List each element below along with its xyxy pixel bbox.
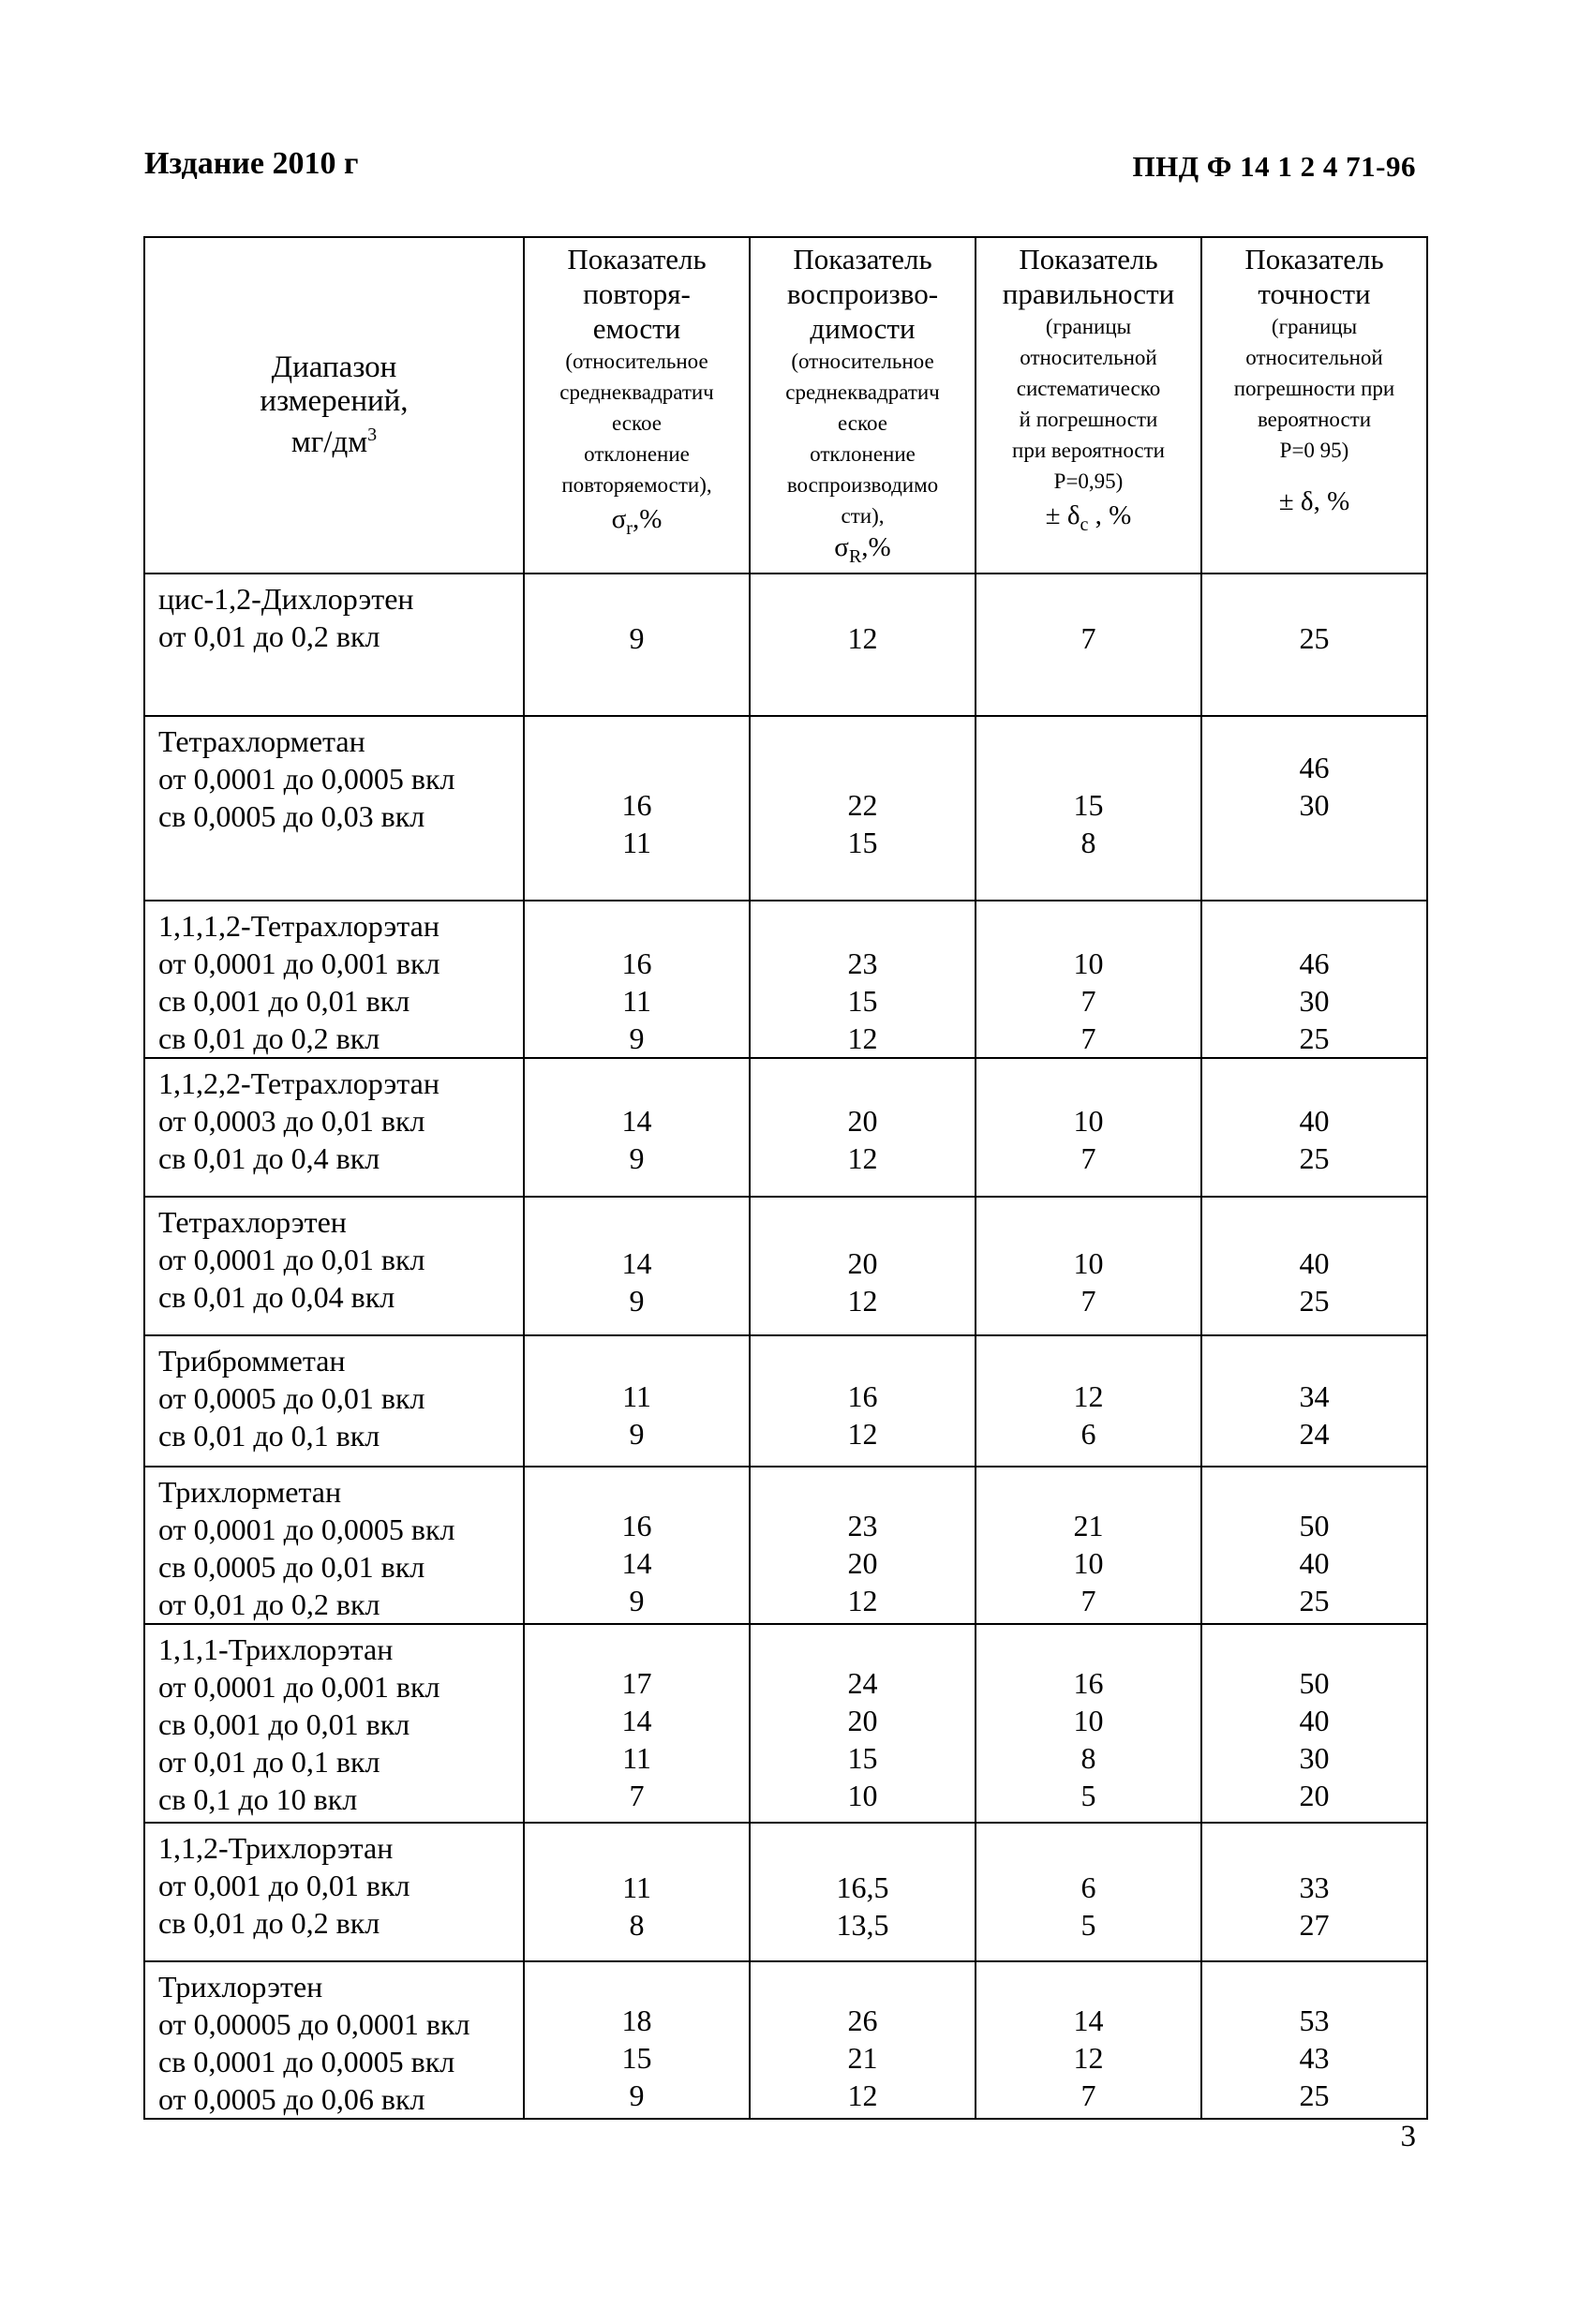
reproducibility-value: 16,5 xyxy=(836,1870,889,1904)
reproducibility-cell xyxy=(750,1467,976,1624)
edition-label: Издание 2010 г xyxy=(144,146,359,181)
repeatability-cell xyxy=(524,1335,750,1467)
reproducibility-value: 15 xyxy=(847,1740,878,1775)
header-desc: отклонение xyxy=(810,442,916,466)
range-text: св 0,0001 до 0,0005 вкл xyxy=(158,2044,455,2078)
header-desc: еское xyxy=(838,411,887,435)
substance-name: 1,1,2-Трихлорэтан xyxy=(158,1830,394,1865)
reproducibility-value: 16 xyxy=(847,1378,878,1413)
range-text: св 0,1 до 10 вкл xyxy=(158,1781,358,1816)
spacer xyxy=(751,1340,975,1378)
reproducibility-cell xyxy=(750,1058,976,1197)
accuracy-value: 25 xyxy=(1299,1140,1330,1175)
substance-cell xyxy=(144,574,524,716)
repeatability-cell xyxy=(524,901,750,1058)
correctness-value: 7 xyxy=(1080,1283,1096,1318)
accuracy-value: 40 xyxy=(1299,1703,1330,1737)
correctness-value: 7 xyxy=(1080,1583,1096,1617)
spacer xyxy=(525,1340,749,1378)
header-symbol: ± δ, % xyxy=(1278,486,1350,516)
spacer xyxy=(976,1469,1200,1507)
accuracy-value: 40 xyxy=(1299,1245,1330,1280)
substance-cell xyxy=(144,1823,524,1961)
substance-name: Тетрахлорэтен xyxy=(158,1204,347,1239)
header-symbol: ± $\delta_c$ , % xyxy=(1045,500,1132,535)
accuracy-value: 50 xyxy=(1299,1508,1330,1542)
spacer xyxy=(976,1340,1200,1378)
correctness-cell xyxy=(976,1624,1201,1823)
repeatability-value: 17 xyxy=(621,1665,652,1700)
range-text: от 0,01 до 0,1 вкл xyxy=(158,1744,380,1779)
spacer xyxy=(525,1469,749,1507)
substance-cell xyxy=(144,716,524,901)
range-text: св 0,01 до 0,04 вкл xyxy=(158,1279,395,1314)
accuracy-value: 46 xyxy=(1299,750,1330,784)
accuracy-value: 34 xyxy=(1299,1378,1330,1413)
header-accuracy xyxy=(1201,237,1427,574)
range-text: от 0,01 до 0,2 вкл xyxy=(158,618,380,653)
spacer xyxy=(751,1831,975,1869)
correctness-cell xyxy=(976,1467,1201,1624)
substance-name: Трибромметан xyxy=(158,1343,346,1378)
accuracy-value: 20 xyxy=(1299,1778,1330,1812)
header-desc: погрешности при xyxy=(1233,377,1395,400)
repeatability-value: 16 xyxy=(621,946,652,980)
spacer xyxy=(751,1065,975,1102)
header-range-line2: измерений, xyxy=(260,384,409,419)
header-desc: относительной xyxy=(1020,346,1157,369)
repeatability-value: 18 xyxy=(621,2003,652,2037)
range-text: св 0,01 до 0,1 вкл xyxy=(158,1418,380,1452)
correctness-value: 10 xyxy=(1073,1245,1104,1280)
reproducibility-cell xyxy=(750,716,976,901)
correctness-cell xyxy=(976,1058,1201,1197)
header-repeatability xyxy=(524,237,750,574)
repeatability-value: 16 xyxy=(621,787,652,822)
reproducibility-value: 20 xyxy=(847,1545,878,1580)
spacer xyxy=(976,907,1200,945)
repeatability-value: 11 xyxy=(622,983,651,1018)
repeatability-value: 15 xyxy=(621,2040,652,2075)
header-title: повторя- xyxy=(583,277,691,310)
spacer xyxy=(525,1964,749,2002)
header-desc: вероятности xyxy=(1257,408,1372,431)
header-desc: систематическо xyxy=(1016,377,1161,400)
reproducibility-value: 24 xyxy=(847,1665,878,1700)
spacer xyxy=(976,749,1200,786)
repeatability-cell xyxy=(524,1961,750,2119)
spacer xyxy=(976,582,1200,619)
range-text: от 0,0001 до 0,001 вкл xyxy=(158,1669,440,1704)
table-row xyxy=(144,901,1427,1058)
substance-cell xyxy=(144,1624,524,1823)
repeatability-cell xyxy=(524,1467,750,1624)
accuracy-value: 25 xyxy=(1299,1020,1330,1055)
range-text: от 0,001 до 0,01 вкл xyxy=(158,1868,410,1902)
reproducibility-value: 21 xyxy=(847,2040,878,2075)
correctness-value: 8 xyxy=(1080,825,1096,859)
accuracy-value: 25 xyxy=(1299,1583,1330,1617)
accuracy-cell xyxy=(1201,1197,1427,1335)
table-row xyxy=(144,1058,1427,1197)
reproducibility-value: 20 xyxy=(847,1245,878,1280)
correctness-value: 6 xyxy=(1080,1416,1096,1451)
range-text: от 0,0003 до 0,01 вкл xyxy=(158,1103,425,1138)
repeatability-value: 16 xyxy=(621,1508,652,1542)
header-range-line1: Диапазон xyxy=(271,350,397,385)
header-symbol: $\sigma_r,\%$ xyxy=(611,504,663,539)
correctness-value: 12 xyxy=(1073,2040,1104,2075)
accuracy-cell xyxy=(1201,901,1427,1058)
spacer xyxy=(1202,1964,1426,2002)
correctness-cell xyxy=(976,1961,1201,2119)
header-desc: повторяемости), xyxy=(561,473,712,497)
range-text: св 0,01 до 0,2 вкл xyxy=(158,1020,380,1055)
range-text: св 0,01 до 0,4 вкл xyxy=(158,1140,380,1175)
correctness-value: 10 xyxy=(1073,946,1104,980)
correctness-value: 10 xyxy=(1073,1703,1104,1737)
reproducibility-value: 12 xyxy=(847,620,878,655)
reproducibility-cell xyxy=(750,1961,976,2119)
reproducibility-value: 23 xyxy=(847,946,878,980)
header-correctness xyxy=(976,237,1201,574)
accuracy-cell xyxy=(1201,574,1427,716)
document-code: ПНД Ф 14 1 2 4 71-96 xyxy=(1132,150,1416,183)
header-title: димости xyxy=(810,312,916,345)
correctness-value: 7 xyxy=(1080,620,1096,655)
reproducibility-value: 12 xyxy=(847,1283,878,1318)
correctness-value: 8 xyxy=(1080,1740,1096,1775)
repeatability-value: 7 xyxy=(629,1778,645,1812)
range-text: св 0,0005 до 0,01 вкл xyxy=(158,1549,425,1584)
header-range xyxy=(144,237,524,574)
correctness-value: 7 xyxy=(1080,1020,1096,1055)
repeatability-value: 9 xyxy=(629,620,645,655)
spacer xyxy=(976,1207,1200,1244)
header-desc: й погрешности xyxy=(1019,408,1158,431)
header-range-unit-exp: 3 xyxy=(367,425,378,446)
range-text: от 0,00005 до 0,0001 вкл xyxy=(158,2006,470,2041)
accuracy-cell xyxy=(1201,1624,1427,1823)
range-text: св 0,001 до 0,01 вкл xyxy=(158,1706,410,1741)
accuracy-value: 25 xyxy=(1299,620,1330,655)
accuracy-value: 27 xyxy=(1299,1907,1330,1942)
accuracy-value: 43 xyxy=(1299,2040,1330,2075)
repeatability-cell xyxy=(524,1058,750,1197)
spacer xyxy=(525,749,749,786)
header-desc: отклонение xyxy=(584,442,690,466)
accuracy-value: 25 xyxy=(1299,1283,1330,1318)
reproducibility-cell xyxy=(750,1197,976,1335)
substance-cell xyxy=(144,1058,524,1197)
reproducibility-cell xyxy=(750,1823,976,1961)
repeatability-value: 14 xyxy=(621,1103,652,1138)
reproducibility-value: 12 xyxy=(847,2078,878,2112)
accuracy-value: 30 xyxy=(1299,983,1330,1018)
accuracy-cell xyxy=(1201,716,1427,901)
range-text: от 0,0001 до 0,001 вкл xyxy=(158,946,440,980)
spacer xyxy=(525,582,749,619)
reproducibility-value: 12 xyxy=(847,1416,878,1451)
correctness-value: 5 xyxy=(1080,1778,1096,1812)
page-number: 3 xyxy=(1400,2120,1416,2153)
reproducibility-value: 15 xyxy=(847,825,878,859)
spacer xyxy=(751,1469,975,1507)
reproducibility-value: 26 xyxy=(847,2003,878,2037)
repeatability-value: 11 xyxy=(622,825,651,859)
spacer xyxy=(1202,1469,1426,1507)
accuracy-value: 24 xyxy=(1299,1416,1330,1451)
table-row xyxy=(144,1624,1427,1823)
correctness-cell xyxy=(976,574,1201,716)
repeatability-value: 9 xyxy=(629,1416,645,1451)
header-desc: среднеквадратич xyxy=(559,380,714,404)
correctness-cell xyxy=(976,716,1201,901)
repeatability-value: 9 xyxy=(629,1583,645,1617)
spacer xyxy=(751,749,975,786)
spacer xyxy=(525,1627,749,1664)
correctness-value: 7 xyxy=(1080,2078,1096,2112)
spacer xyxy=(525,1831,749,1869)
reproducibility-value: 20 xyxy=(847,1103,878,1138)
reproducibility-cell xyxy=(750,574,976,716)
reproducibility-value: 15 xyxy=(847,983,878,1018)
accuracy-cell xyxy=(1201,1058,1427,1197)
range-text: св 0,01 до 0,2 вкл xyxy=(158,1905,380,1940)
accuracy-cell xyxy=(1201,1467,1427,1624)
substance-name: Трихлорэтен xyxy=(158,1969,323,2004)
header-range-unit: мг/дм xyxy=(290,425,368,460)
repeatability-value: 14 xyxy=(621,1703,652,1737)
reproducibility-value: 13,5 xyxy=(836,1907,889,1942)
accuracy-cell xyxy=(1201,1961,1427,2119)
correctness-cell xyxy=(976,1823,1201,1961)
range-text: от 0,0001 до 0,0005 вкл xyxy=(158,1512,455,1546)
spacer xyxy=(751,582,975,619)
spacer xyxy=(1202,907,1426,945)
reproducibility-cell xyxy=(750,1335,976,1467)
reproducibility-value: 12 xyxy=(847,1583,878,1617)
substance-name: 1,1,1-Трихлорэтан xyxy=(158,1631,394,1666)
spacer xyxy=(1202,582,1426,619)
substance-name: Тетрахлорметан xyxy=(158,723,365,758)
header-desc: (относительное xyxy=(791,350,934,373)
header-desc: Р=0,95) xyxy=(1053,469,1124,493)
accuracy-value: 30 xyxy=(1299,787,1330,822)
table-row xyxy=(144,1335,1427,1467)
substance-name: 1,1,1,2-Тетрахлорэтан xyxy=(158,908,439,943)
substance-cell xyxy=(144,901,524,1058)
reproducibility-value: 10 xyxy=(847,1778,878,1812)
header-symbol: $\sigma_R,\%$ xyxy=(834,532,891,567)
table-row xyxy=(144,1197,1427,1335)
spacer xyxy=(1202,1627,1426,1664)
repeatability-value: 8 xyxy=(629,1907,645,1942)
range-text: св 0,0005 до 0,03 вкл xyxy=(158,798,425,833)
header-desc: воспроизводимо xyxy=(786,473,939,497)
header-desc: сти), xyxy=(841,504,885,528)
accuracy-value: 40 xyxy=(1299,1103,1330,1138)
header-title: Показатель xyxy=(1244,243,1384,276)
header-title: емости xyxy=(592,312,681,345)
reproducibility-cell xyxy=(750,1624,976,1823)
header-desc: (границы xyxy=(1045,315,1132,338)
repeatability-cell xyxy=(524,716,750,901)
spacer xyxy=(751,1207,975,1244)
correctness-value: 7 xyxy=(1080,983,1096,1018)
correctness-cell xyxy=(976,1335,1201,1467)
accuracy-value: 50 xyxy=(1299,1665,1330,1700)
accuracy-value: 30 xyxy=(1299,1740,1330,1775)
correctness-value: 15 xyxy=(1073,787,1104,822)
repeatability-cell xyxy=(524,1624,750,1823)
header-desc: (относительное xyxy=(565,350,708,373)
precision-table xyxy=(143,236,1428,2120)
range-text: от 0,0001 до 0,0005 вкл xyxy=(158,761,455,796)
table-row xyxy=(144,574,1427,716)
range-text: от 0,0005 до 0,01 вкл xyxy=(158,1380,425,1415)
header-desc: относительной xyxy=(1245,346,1383,369)
substance-cell xyxy=(144,1197,524,1335)
header-desc: при вероятности xyxy=(1012,439,1165,462)
correctness-value: 5 xyxy=(1080,1907,1096,1942)
repeatability-value: 14 xyxy=(621,1245,652,1280)
repeatability-value: 9 xyxy=(629,1283,645,1318)
reproducibility-value: 12 xyxy=(847,1140,878,1175)
reproducibility-cell xyxy=(750,901,976,1058)
range-text: от 0,0001 до 0,01 вкл xyxy=(158,1242,425,1276)
correctness-value: 12 xyxy=(1073,1378,1104,1413)
header-title: воспроизво- xyxy=(786,277,939,310)
substance-cell xyxy=(144,1335,524,1467)
spacer xyxy=(751,1964,975,2002)
repeatability-cell xyxy=(524,574,750,716)
reproducibility-value: 22 xyxy=(847,787,878,822)
correctness-value: 7 xyxy=(1080,1140,1096,1175)
spacer xyxy=(525,1207,749,1244)
header-desc: (границы xyxy=(1271,315,1358,338)
table-header-row xyxy=(144,237,1427,574)
spacer xyxy=(1202,1340,1426,1378)
substance-name: Трихлорметан xyxy=(158,1474,342,1509)
header-desc: еское xyxy=(612,411,662,435)
accuracy-cell xyxy=(1201,1335,1427,1467)
repeatability-value: 11 xyxy=(622,1870,651,1904)
spacer xyxy=(1202,1065,1426,1102)
correctness-value: 16 xyxy=(1073,1665,1104,1700)
spacer xyxy=(976,1627,1200,1664)
correctness-cell xyxy=(976,901,1201,1058)
reproducibility-value: 23 xyxy=(847,1508,878,1542)
header-desc: Р=0 95) xyxy=(1279,439,1349,462)
repeatability-value: 9 xyxy=(629,1140,645,1175)
correctness-value: 21 xyxy=(1073,1508,1104,1542)
header-title: правильности xyxy=(1002,277,1175,310)
substance-name: 1,1,2,2-Тетрахлорэтан xyxy=(158,1065,439,1100)
header-desc: среднеквадратич xyxy=(785,380,940,404)
accuracy-cell xyxy=(1201,1823,1427,1961)
substance-cell xyxy=(144,1961,524,2119)
spacer xyxy=(1202,1831,1426,1869)
accuracy-value: 33 xyxy=(1299,1870,1330,1904)
range-text: от 0,0005 до 0,06 вкл xyxy=(158,2081,425,2116)
repeatability-value: 11 xyxy=(622,1378,651,1413)
substance-name: цис-1,2-Дихлорэтен xyxy=(158,581,414,616)
correctness-cell xyxy=(976,1197,1201,1335)
spacer xyxy=(976,1831,1200,1869)
repeatability-value: 9 xyxy=(629,1020,645,1055)
correctness-value: 10 xyxy=(1073,1103,1104,1138)
spacer xyxy=(1202,1207,1426,1244)
spacer xyxy=(976,1065,1200,1102)
correctness-value: 10 xyxy=(1073,1545,1104,1580)
substance-cell xyxy=(144,1467,524,1624)
repeatability-value: 11 xyxy=(622,1740,651,1775)
range-text: св 0,001 до 0,01 вкл xyxy=(158,983,410,1018)
table-row xyxy=(144,1823,1427,1961)
header-reproducibility xyxy=(750,237,976,574)
header-title: Показатель xyxy=(793,243,932,276)
repeatability-value: 14 xyxy=(621,1545,652,1580)
reproducibility-value: 12 xyxy=(847,1020,878,1055)
spacer xyxy=(751,1627,975,1664)
header-title: Показатель xyxy=(1019,243,1158,276)
spacer xyxy=(976,1964,1200,2002)
reproducibility-value: 20 xyxy=(847,1703,878,1737)
table-row xyxy=(144,1961,1427,2119)
accuracy-value: 53 xyxy=(1299,2003,1330,2037)
correctness-value: 14 xyxy=(1073,2003,1104,2037)
accuracy-value: 46 xyxy=(1299,946,1330,980)
repeatability-cell xyxy=(524,1823,750,1961)
header-title: точности xyxy=(1258,277,1371,310)
repeatability-value: 9 xyxy=(629,2078,645,2112)
spacer xyxy=(751,907,975,945)
accuracy-value: 40 xyxy=(1299,1545,1330,1580)
repeatability-cell xyxy=(524,1197,750,1335)
accuracy-value: 25 xyxy=(1299,2078,1330,2112)
spacer xyxy=(525,1065,749,1102)
table-row xyxy=(144,716,1427,901)
table-row xyxy=(144,1467,1427,1624)
spacer xyxy=(525,907,749,945)
range-text: от 0,01 до 0,2 вкл xyxy=(158,1587,380,1621)
correctness-value: 6 xyxy=(1080,1870,1096,1904)
header-title: Показатель xyxy=(567,243,707,276)
